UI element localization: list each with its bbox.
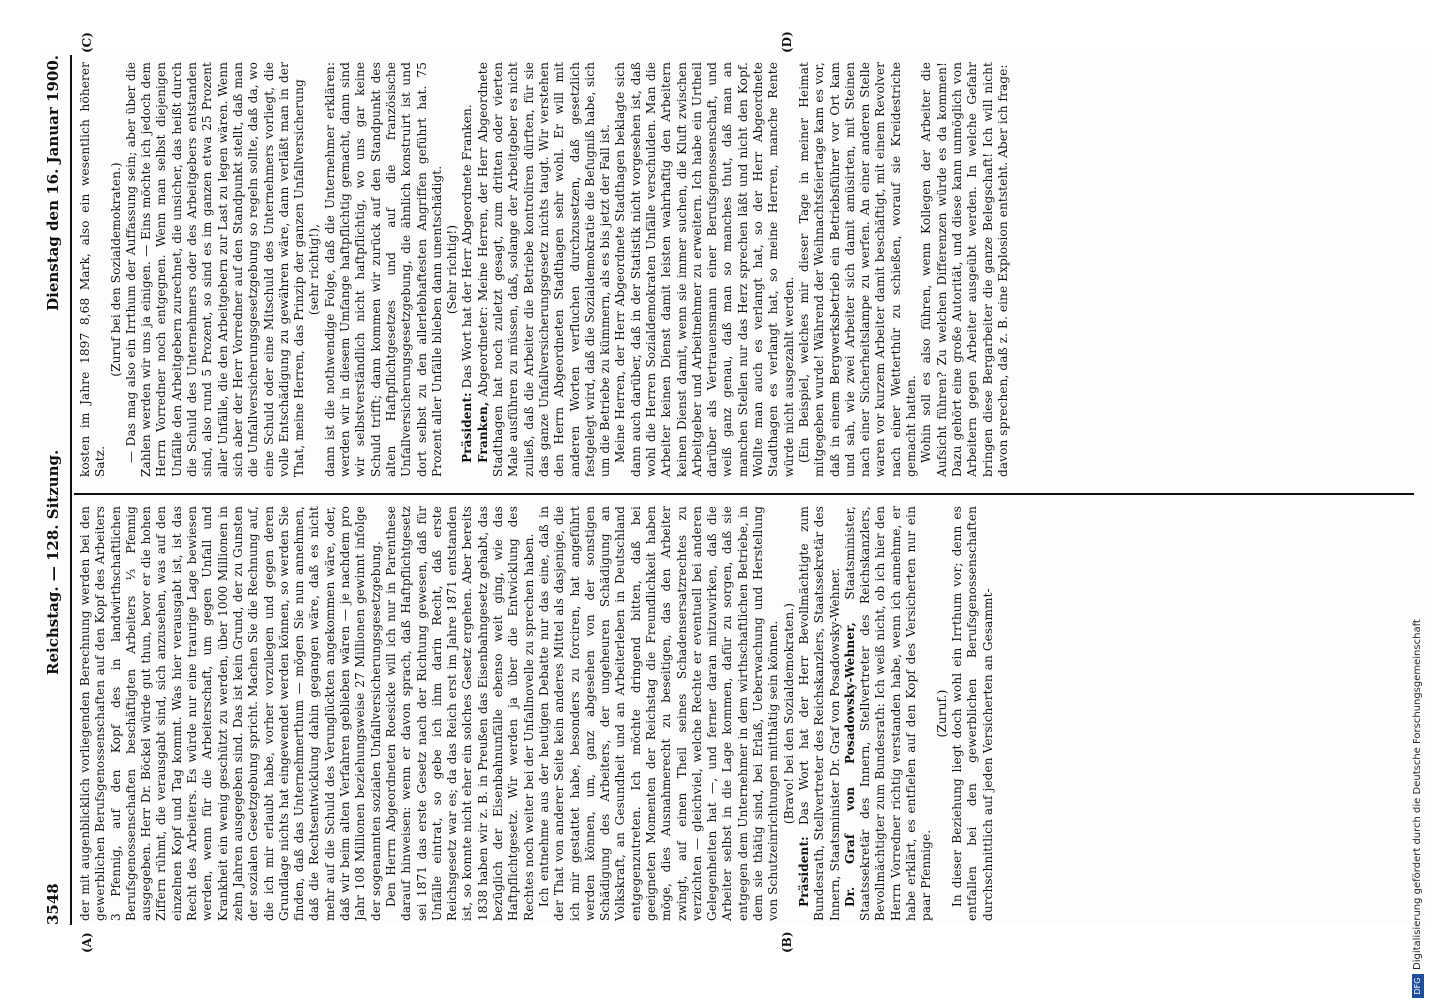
speech-text: Das Wort hat der Herr Bevollmächtigte zum Bundesrath, Stellvertreter des Reichskanzlers, Staatssekretär des Innern, Staatsminister Dr. Graf von Posadowsky-Wehner. [796,506,842,921]
speaker-paragraph [843,506,935,921]
paragraph: — Das mag also ein Irrthum der Auffassung sein; aber über die Zahlen werden wir uns ja einigen. — Eins möchte ich jedoch dem Herrn Vorredner noch entgegnen. Wenn man selbst diejenigen Unfälle den Arbeitgebern zurechnet, die unsicher, das heißt durch die Schuld des Unternehmers oder des Arbeitgebers entstanden sind, also rund 5 Prozent, so sind es im ganzen etwa 25 Prozent aller Unfälle, die den Arbeitgebern zur Last zu legen wären. Wenn sich aber der Herr Vorredner auf den Standpunkt stellt, daß man die Unfallversicherungsgesetzgebung so regeln sollte, daß da, wo eine Schuld oder eine Mitschuld des Unternehmers vorliegt, die volle Entschädigung zu gewähren wäre, dann verläßt man in der That, meine Herren, das Prinzip der ganzen Unfallversicherung [123,62,307,477]
paragraph: (Ein Beispiel, welches mir dieser Tage in meiner Heimat mitgegeben wurde! Während der Weihnachtsfeiertage kam es vor, daß in einem Bergwerksbetrieb ein Betriebsführer vor Ort kam und sah, wie zwei Arbeiter sich damit amüsirten, mit Steinen nach einer Sicherheitslampe zu werfen. An einer anderen Stelle waren vor kurzem Arbeiter damit beschäftigt, mit einem Revolver nach einer Wetterthür zu schießen, worauf sie Kreidestriche gemacht hatten. [796,62,919,477]
right-text-column [78,62,1418,477]
interjection: (Zuruf bei den Sozialdemokraten.) [108,162,123,377]
paragraph: dann ist die nothwendige Folge, daß die Unternehmer erklären: werden wir in diesem Umfange haftpflichtig gemacht, dann sind wir selbstverständlich nicht haftpflichtig, wo uns gar keine Schuld trifft; dann kommen wir zurück auf den Standpunkt des alten Haftpflichtgesetzes und auf die französische Unfallversicherungsgesetzgebung, die ähnlich konstruirt ist und dort selbst zu den allerlebhaftesten Angriffen geführt hat. 75 Prozent aller Unfälle blieben dann unentschädigt. [322,62,444,477]
paragraph: Wohin soll es also führen, wenn Kollegen der Arbeiter die Aufsicht führen? Zu welchen Differenzen würde es da kommen! Dazu gehört eine große Autorität, und diese kann unmöglich von Arbeitern gegen Arbeiter ausgeübt werden. In welche Gefahr bringen diese Bergarbeiter die ganze Belegschaft! Ich will nicht davon sprechen, daß z. B. eine Explosion entsteht. Aber ich frage: [919,62,1010,477]
interjection: (Zuruf.) [934,689,949,738]
session-date: Dienstag den 16. Januar 1900. [44,55,62,311]
left-text-column [78,506,1418,921]
speaker-paragraph [476,62,614,477]
margin-mark-b: (B) [780,931,794,953]
footer-credit: Digitalisierung gefördert durch die Deutsche Forschungsgemeinschaft [1412,619,1423,970]
speech-text: Abgeordneter: Meine Herren, der Herr Abgeordnete Stadthagen hat noch zuletzt gesagt, zum dritten oder vierten Male ausführen zu müssen, daß, solange der Arbeitgeber es nicht zuließ, daß die Arbeiter die Betriebe kontroliren dürften, für sie das ganze Unfallversicherungsgesetz nichts taugt. Wir verstehen den Herrn Abgeordneten Stadthagen sehr wohl. Er will mit anderen Worten verfluchen durchzusetzen, daß gesetzlich festgelegt wird, daß die Sozialdemokratie die Befugniß habe, sich um die Betriebe zu kümmern, als es bis jetzt der Fall ist. [475,62,613,477]
paragraph: Meine Herren, der Herr Abgeordnete Stadthagen beklagte sich dann auch darüber, daß in der Statistik nicht vorgesehen ist, daß wohl die Herren Sozialdemokraten Unfälle verschulden. Man die Arbeiter keinen Dienst damit leisten wahrhaftig den Arbeitern keinen Dienst damit, wenn sie immer suchen, die Kluft zwischen Arbeitgeber und Arbeitnehmer zu erweitern. Ich habe ein Urtheil darüber als Vertrauensmann einer Berufsgenossenschaft, und weiß ganz genau, daß man so manches thut, daß man an manchen Stellen nur das Herz sprechen läßt und nicht den Kopf. Wollte man auch es verlangt hat, so der Herr Abgeordnete Stadthagen es verlangt hat, so meine Herren, manche Rente würde nicht ausgezahlt werden. [613,62,796,477]
speaker-label: Präsident: [796,836,811,907]
interjection: (Bravo! bei den Sozialdemokraten.) [781,602,796,825]
header-rule [70,55,72,925]
speaker-paragraph [460,62,475,477]
session-title: Reichstag. — 128. Sitzung. [44,449,62,675]
dfg-logo: DFG [1412,974,1424,998]
interjection: (Sehr richtig!) [445,224,460,315]
speaker-paragraph [797,506,843,921]
margin-mark-c: (C) [80,32,94,53]
interjection: (sehr richtig!), [307,223,322,316]
column-divider [74,493,1414,495]
page-header [40,55,68,925]
margin-mark-d: (D) [780,31,794,53]
paragraph: kosten im Jahre 1897 8,68 Mark, also ein wesentlich höherer Satz. [78,62,108,477]
speaker-label: Präsident: [460,392,475,463]
paragraph: der mit augenblicklich vorliegenden Berechnung werden bei den gewerblichen Berufsgenossenschaften auf den Kopf des Arbeiters 3 Pfennig, auf den Kopf des in landwirthschaftlichen Berufsgenossenschaften beschäftigten Arbeiters ⅓ Pfennig ausgegeben. Herr Dr. Böckel würde gut thun, bevor er die hohen Ziffern rühmt, die verausgabt sind, sich anzusehen, was auf den einzelnen Kopf und Tag kommt. Was hier verausgabt ist, ist das Recht des Arbeiters. Es würde nur eine traurige Lage bewiesen werden, wenn für die Arbeiterschaft, um gegen Unfall und Krankheit ein wenig geschützt zu werden, über 1000 Millionen in zehn Jahren ausgegeben sind. Das ist kein Grund, der zu Gunsten der sozialen Gesetzgebung spricht. Machen Sie die Rechnung auf, die ich mir erlaubt habe, vorher vorzulegen und gegen deren Grundlage nichts hat eingewendet werden können, so werden Sie finden, daß das Unternehmerthum — mögen Sie nun annehmen, daß die Rechtsentwicklung dahin gegangen wäre, daß es nicht mehr auf die Schuld des Verunglückten angekommen wäre, oder, daß wir beim alten Verfahren geblieben wären — je nachdem pro Jahr 108 Millionen beziehungsweise 27 Millionen gewinnt infolge der sogenannten sozialen Unfallversicherungsgesetzgebung. [78,506,383,921]
page-number: 3548 [44,883,62,925]
newspaper-page [40,31,1430,953]
paragraph: Den Herrn Abgeordneten Roesicke will ich nur in Parenthese darauf hinweisen: wenn er davon sprach, daß Haftpflichtgesetz sei 1871 das erste Gesetz nach der Richtung gewesen, daß für Unfälle eintrat, so gebe ich ihm darin Recht, daß erste Reichsgesetz war es; da das Reich erst im Jahre 1871 entstanden ist, so konnte nicht eher ein solches Gesetz ergehen. Aber bereits 1838 haben wir z. B. in Preußen das Eisenbahngesetz gehabt, das bezüglich der Eisenbahnunfälle ebenso weit ging, wie das Haftpflichtgesetz. Wir werden ja über die Entwicklung des Rechtes noch weiter bei der Unfallnovelle zu sprechen haben. [383,506,536,921]
speech-text: Staatsminister, Staatssekretär des Innern, Stellvertreter des Reichskanzlers, Bevollmächtigter zum Bundesrath: Ich weiß nicht, ob ich hier den Herrn Vorredner richtig verstanden habe, wenn ich annehme, er habe erklärt, es entfielen auf den Kopf des Versicherten nur ein paar Pfennige. [842,506,934,921]
speech-text: Das Wort hat der Herr Abgeordnete Franken. [460,104,475,393]
paragraph: In dieser Beziehung liegt doch wohl ein Irrthum vor; denn es entfallen bei den gewerblichen Berufsgenossenschaften durchschnittlich auf jeden Versicherten an Gesammt- [949,506,995,921]
paragraph: Ich entnehme aus der heutigen Debatte nur das eine, daß in der That von anderer Seite kein anderes Mittel als dasjenige, die ich mir gestattet habe, besonders zu forciren, hat angeführt werden können, um, ganz abgesehen von der sonstigen Schädigung des Arbeiters, der ungeheuren Schädigung an Volkskraft, an Gesundheit und an Arbeiterleben in Deutschland entgegenzutreten. Ich möchte dringend bitten, daß bei geeigneten Momenten der Reichstag die Freundlichkeit haben möge, dies Ausnahmerecht zu beseitigen, das den Arbeiter zwingt, auf einen Theil seines Schadensersatzrechtes zu verzichten — gleichviel, welche Rechte er eventuell bei anderen Gelegenheiten hat —, und ferner daran mitzuwirken, daß die Arbeiter selbst in die Lage kommen, dafür zu sorgen, daß sie entgegen dem Unternehmer in dem wirthschaftlichen Betriebe, in dem sie thätig sind, bei Erlaß, Ueberwachung und Herstellung von Schutzeinrichtungen mitthätig sein können. [536,506,781,921]
speaker-label: Franken, [475,401,490,463]
digitization-footer [1410,0,1428,1000]
margin-mark-a: (A) [80,932,94,953]
speaker-label: Dr. Graf von Posadowsky-Wehner, [842,622,857,907]
